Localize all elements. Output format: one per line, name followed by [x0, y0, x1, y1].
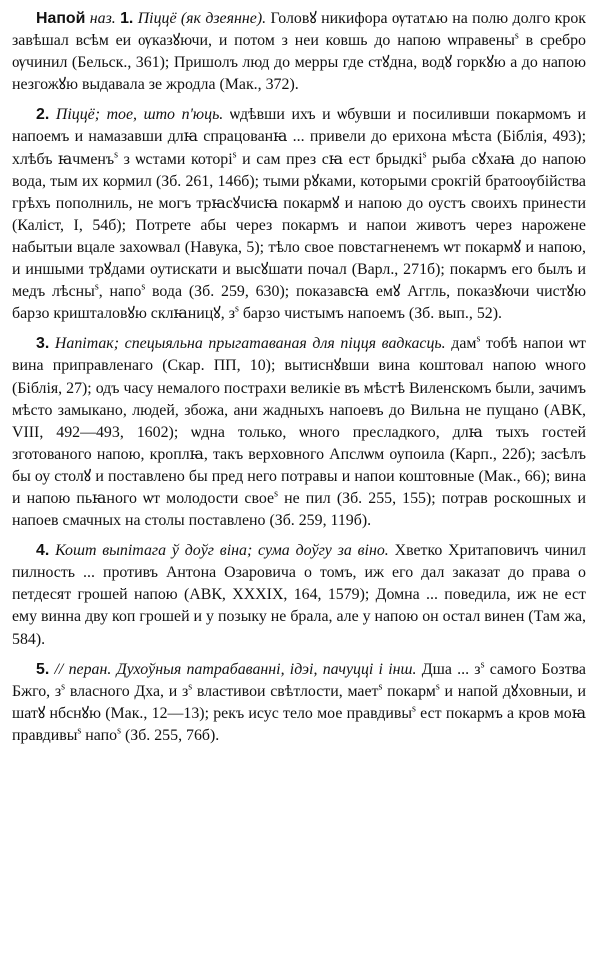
superscript-mark: s	[514, 30, 519, 42]
superscript-mark: s	[141, 281, 146, 293]
headword: Напой	[36, 10, 86, 27]
sense-text: ѡдѣвши ихъ и ѡбувши и посиливши покармомъ и напоемъ и намазавши длꙗ спрацованꙗ ... привели до ерихона мѣста (Біблія, 493); хлѣбъ ꙗчменъ$^s$ з ѡстами которі$^s$ и сам през сꙗ ест брыдкі$^s$ рыба сꙋхаꙗ до напою вода, тым их кормил (Зб. 261, 146б); тыми рꙋками, которыми срокгій братоѹбійства грѣхъ пополниль, не могъ трꙗсꙋчисꙗ покармꙋ и напою до оустъ своихъ принести (Каліст, I, 54б); Потрете абы через покармъ и напои животъ через нарожене набытыи вцале захоѡвал (Навука, 5); тѣло свое повстагненемъ ѡт покармꙋ и напою, и иншыми трꙋдами оутискати и высꙋшати почал (Варл., 271б); покармъ его былъ и медъ лѣсны$^s$, напо$^s$ вода (Зб. 259, 630); показавсꙗ емꙋ Аггль, показꙋючи чистꙋю барзо кришталовꙋю склꙗницꙋ, $з^s$ барзо чистымъ напоемъ (Зб. вып., 52).	[12, 106, 587, 323]
superscript-mark: s	[412, 703, 416, 715]
sense-definition: Кошт выпітага ў доўг віна; сума доўгу за віно.	[55, 542, 389, 560]
sense-definition: Піццё; тое, што п'юць.	[55, 106, 224, 124]
sense-number: 4.	[36, 542, 50, 560]
sense-3	[12, 333, 586, 532]
sense-1	[12, 8, 586, 96]
sense-2	[12, 104, 586, 325]
superscript-mark: s	[61, 681, 66, 693]
superscript-mark: s	[77, 725, 82, 737]
sense-text: Дша ... $з^s$ самого Бозтва Бжго, $з^s$ власного Дха, и $з^s$ властивои свѣтлости, мает$^s$ покарм$^s$ и напой дꙋховныи, и шатꙋ нбснꙋю (Мак., 12—13); рекъ исус тело мое правдивы$^s$ ест покармъ а кров моꙗ правдивы$^s$ напо$^s$ (Зб. 255, 76б).	[12, 659, 587, 744]
superscript-mark: s	[234, 303, 239, 315]
sense-number: 3.	[36, 335, 50, 353]
sense-5	[12, 659, 586, 747]
superscript-mark: s	[94, 281, 99, 293]
superscript-mark: s	[476, 334, 481, 346]
superscript-mark: s	[422, 149, 427, 161]
sense-4	[12, 540, 586, 650]
sense-definition: Напітак; спецыяльна прыгатаваная для піцця вадкасць.	[54, 335, 446, 353]
sense-definition: Піццё (як дзеянне).	[137, 10, 267, 27]
sense-number: 5.	[36, 660, 50, 678]
sense-text: дам$^s$ тобѣ напои ѡт вина приправленаго (Скар. ПП, 10); вытиснꙋвши вина коштовал напою ѡного (Біблія, 27); одъ часу немалого пострахи великіе въ мѣстѣ Виленскомъ были, зачимъ мѣсто замыкано, людей, збожа, ани жадныхъ напоевъ до Вильна не пущано (АВК, VIII, 492—493, 1602); ѡдна только, ѡного пресладкого, длꙗ тыхъ гостей зготованого напою, кроплꙗ, такъ верховного Апслѡм оупоила (Карп., 22б); засѣлъ бы оу столꙋ и поставлено бы пред него потравы и напои коштовные (Мак., 66); вина и напою пьꙗного ѡт молодости свое$^s$ не пил (Зб. 255, 155); потрав роскошных и напоев смачных на столы поставлено (Зб. 259, 119б).	[12, 334, 587, 530]
superscript-mark: s	[480, 659, 485, 671]
superscript-mark: s	[435, 681, 440, 693]
sense-text: Головꙋ никифора ѹтатѧю на полю долго крок завѣшал всѣм еи ѹказꙋючи, и потом з неи ковшь до напою ѡправены$^s$ в сребро ѹчинил (Бельск., 361); Пришолъ люд до мерры где стꙋдна, водꙋ горкꙋю а до напою незгожꙋю выдавала зе жродла (Мак., 372).	[12, 10, 587, 94]
part-of-speech: наз.	[89, 10, 116, 27]
superscript-mark: s	[117, 725, 121, 737]
superscript-mark: s	[232, 149, 237, 161]
superscript-mark: s	[378, 681, 383, 693]
sense-number: 1.	[120, 10, 134, 27]
superscript-mark: s	[274, 488, 278, 500]
sense-text: Хветко Хритаповичъ чинил пилность ... противъ Антона Озаровича о томъ, иж его дал заказат до права о петдесят грошей напою (АВК, XXXIX, 164, 1579); Домна ... поведила, иж не ест ему винна дву коп грошей и у позыку не брала, але у напою он остал винен (Там жа, 584).	[12, 542, 586, 648]
sense-number: 2.	[36, 106, 50, 124]
sense-definition: // перан. Духоўныя патрабаванні, ідэі, пачуцці і інш.	[54, 660, 417, 678]
superscript-mark: s	[114, 149, 119, 161]
superscript-mark: s	[188, 681, 193, 693]
